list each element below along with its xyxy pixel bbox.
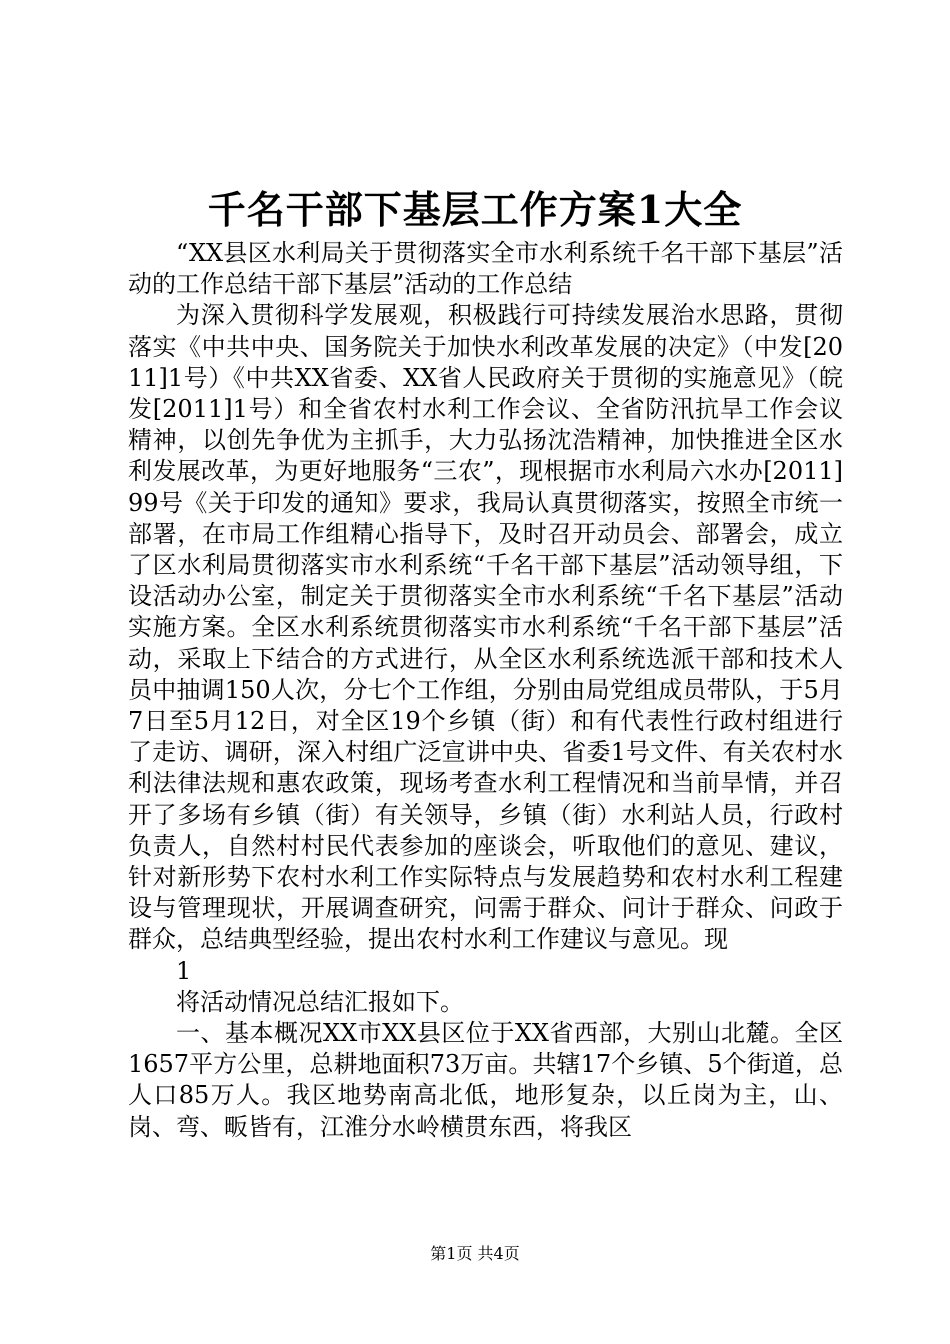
body-paragraph: 为深入贯彻科学发展观，积极践行可持续发展治水思路，贯彻落实《中共中央、国务院关于加快水利改革发展的决定》（中发[2011]1号）《中共XX省委、XX省人民政府关于贯彻的实施意见》（皖发[2011]1号）和全省农村水利工作会议、全省防汛抗旱工作会议精神，以创先争优为主抓手，大力弘扬沈浩精神，加快推进全区水利发展改革，为更好地服务“三农”，现根据市水利局六水办[2011]99号《关于印发的通知》要求，我局认真贯彻落实，按照全市统一部署，在市局工作组精心指导下，及时召开动员会、部署会，成立了区水利局贯彻落实市水利系统“千名干部下基层”活动领导组，下设活动办公室，制定关于贯彻落实全市水利系统“千名下基层”活动实施方案。全区水利系统贯彻落实市水利系统“千名干部下基层”活动，采取上下结合的方式进行，从全区水利系统选派干部和技术人员中抽调150人次，分七个工作组，分别由局党组成员带队，于5月7日至5月12日，对全区19个乡镇（街）和有代表性行政村组进行了走访、调研，深入村组广泛宣讲中央、省委1号文件、有关农村水利法律法规和惠农政策，现场考查水利工程情况和当前旱情，并召开了多场有乡镇（街）有关领导，乡镇（街）水利站人员，行政村负责人，自然村村民代表参加的座谈会，听取他们的意见、建议，针对新形势下农村水利工作实际特点与发展趋势和农村水利工程建设与管理现状，开展调查研究，问需于群众、问计于群众、问政于群众，总结典型经验，提出农村水利工作建议与意见。现: [128, 301, 843, 954]
body-paragraph: 将活动情况总结汇报如下。: [176, 987, 464, 1016]
page-footer: 第1页 共4页: [430, 1244, 520, 1263]
document-title: 千名干部下基层工作方案1大全: [207, 187, 743, 232]
document-body: [128, 238, 843, 1143]
body-paragraph: 一、基本概况XX市XX县区位于XX省西部，大别山北麓。全区1657平方公里，总耕地面积73万亩。共辖17个乡镇、5个街道，总人口85万人。我区地势南高北低，地形复杂，以丘岗为主，山、岗、弯、畈皆有，江淮分水岭横贯东西，将我区: [128, 1019, 843, 1141]
inline-page-number: 1: [176, 956, 192, 985]
body-paragraph: “XX县区水利局关于贯彻落实全市水利系统千名干部下基层”活动的工作总结干部下基层”活动的工作总结: [128, 239, 843, 299]
